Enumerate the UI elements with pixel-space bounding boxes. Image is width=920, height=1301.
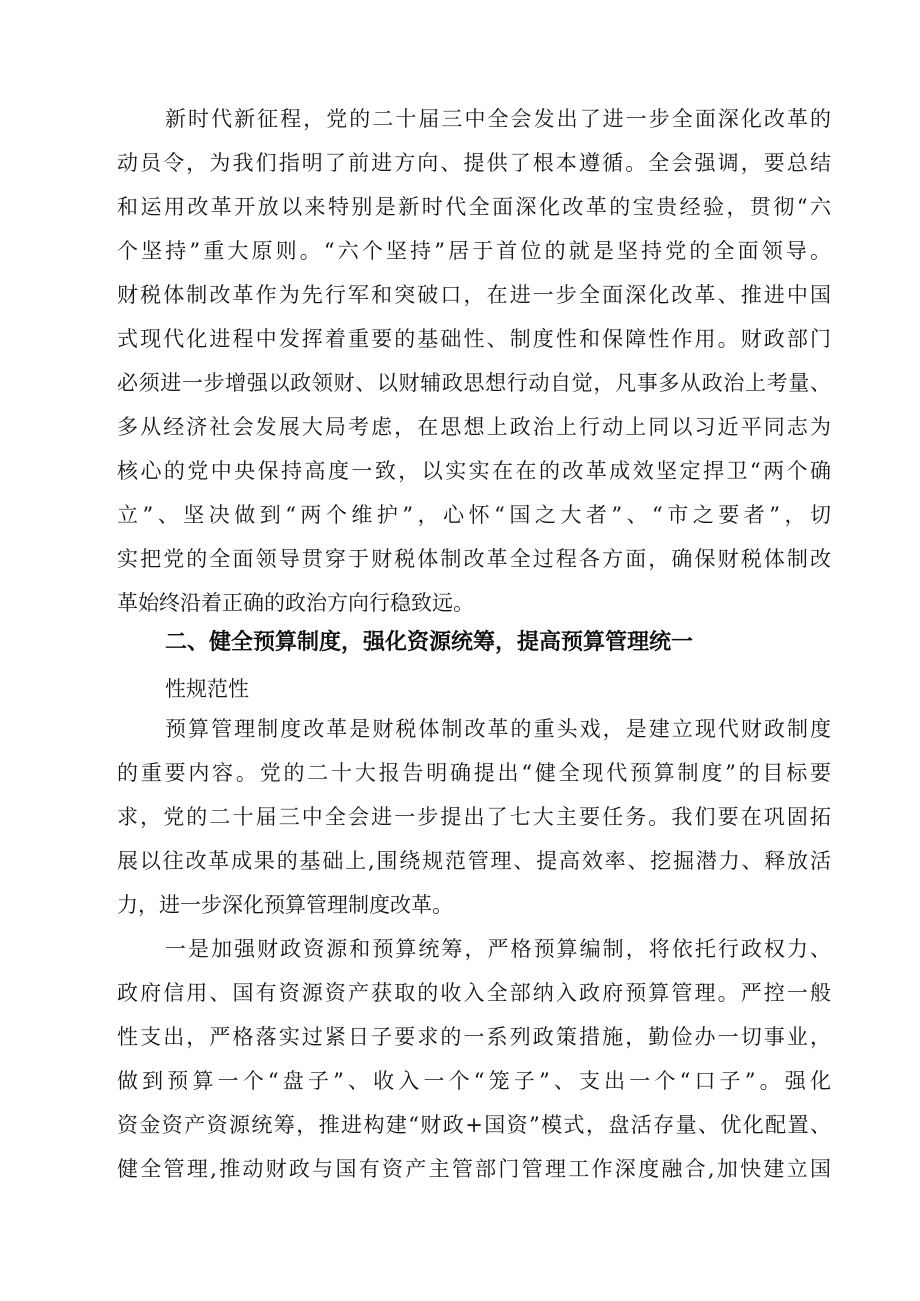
text-line — [117, 456, 831, 486]
text-line — [117, 148, 831, 178]
text-line — [117, 1110, 831, 1140]
text-line-content: 核心的党中央保持高度一致，以实实在在的改革成效坚定捍卫“两个确 — [117, 459, 831, 483]
text-line — [117, 1022, 831, 1052]
text-line-content: 和运用改革开放以来特别是新时代全面深化改革的宝贵经验，贯彻“六 — [117, 195, 831, 219]
text-line-content: 预算管理制度改革是财税体制改革的重头戏，是建立现代财政制度 — [165, 717, 831, 741]
text-line-content: 新时代新征程，党的二十届三中全会发出了进一步全面深化改革的 — [165, 107, 831, 131]
text-line — [117, 192, 831, 222]
text-line-content: 必须进一步增强以政领财、以财辅政思想行动自觉，凡事多从政治上考量、 — [117, 371, 831, 395]
text-line: 力，进一步深化预算管理制度改革。 — [117, 893, 453, 917]
text-line-content: 一是加强财政资源和预算统筹，严格预算编制，将依托行政权力、 — [165, 937, 831, 961]
text-line-content: 展以往改革成果的基础上,围绕规范管理、提高效率、挖掘潜力、释放活 — [117, 849, 831, 873]
text-line — [117, 280, 831, 310]
text-line — [117, 846, 831, 876]
text-line — [117, 324, 831, 354]
text-line — [165, 104, 831, 134]
text-line — [117, 412, 831, 442]
section-heading-continued: 性规范性 — [165, 677, 249, 701]
text-line-content: 资金资产资源统筹，推进构建“财政+国资”模式，盘活存量、优化配置、 — [117, 1113, 831, 1137]
text-line: 革始终沿着正确的政治方向行稳致远。 — [117, 591, 474, 615]
text-line — [165, 714, 831, 744]
text-line — [117, 236, 831, 266]
text-line-content: 式现代化进程中发挥着重要的基础性、制度性和保障性作用。财政部门 — [117, 327, 831, 351]
text-line-content: 的重要内容。党的二十大报告明确提出“健全现代预算制度”的目标要 — [117, 761, 831, 785]
text-line-content: 求，党的二十届三中全会进一步提出了七大主要任务。我们要在巩固拓 — [117, 805, 831, 829]
text-line-content: 实把党的全面领导贯穿于财税体制改革全过程各方面，确保财税体制改 — [117, 547, 831, 571]
text-line — [117, 368, 831, 398]
text-line-content: 动员令，为我们指明了前进方向、提供了根本遵循。全会强调，要总结 — [117, 151, 831, 175]
text-line — [117, 978, 831, 1008]
text-line — [117, 1154, 831, 1184]
text-line — [117, 544, 831, 574]
text-line-content: 立”、坚决做到“两个维护”，心怀“国之大者”、“市之要者”，切 — [117, 503, 831, 527]
text-line-content: 做到预算一个“盘子”、收入一个“笼子”、支出一个“口子”。强化 — [117, 1069, 831, 1093]
text-line-content: 个坚持”重大原则。“六个坚持”居于首位的就是坚持党的全面领导。 — [117, 239, 831, 263]
text-line-content: 多从经济社会发展大局考虑，在思想上政治上行动上同以习近平同志为 — [117, 415, 831, 439]
text-line — [117, 1066, 831, 1096]
text-line-content: 政府信用、国有资源资产获取的收入全部纳入政府预算管理。严控一般 — [117, 981, 831, 1005]
text-line-content: 财税体制改革作为先行军和突破口，在进一步全面深化改革、推进中国 — [117, 283, 831, 307]
text-line — [165, 934, 831, 964]
text-line-content: 健全管理,推动财政与国有资产主管部门管理工作深度融合,加快建立国 — [117, 1157, 831, 1181]
text-line — [117, 500, 831, 530]
section-heading: 二、健全预算制度，强化资源统筹，提高预算管理统一 — [165, 630, 694, 655]
text-line — [117, 802, 831, 832]
text-line — [117, 758, 831, 788]
text-line-content: 性支出，严格落实过紧日子要求的一系列政策措施，勤俭办一切事业， — [117, 1025, 831, 1049]
